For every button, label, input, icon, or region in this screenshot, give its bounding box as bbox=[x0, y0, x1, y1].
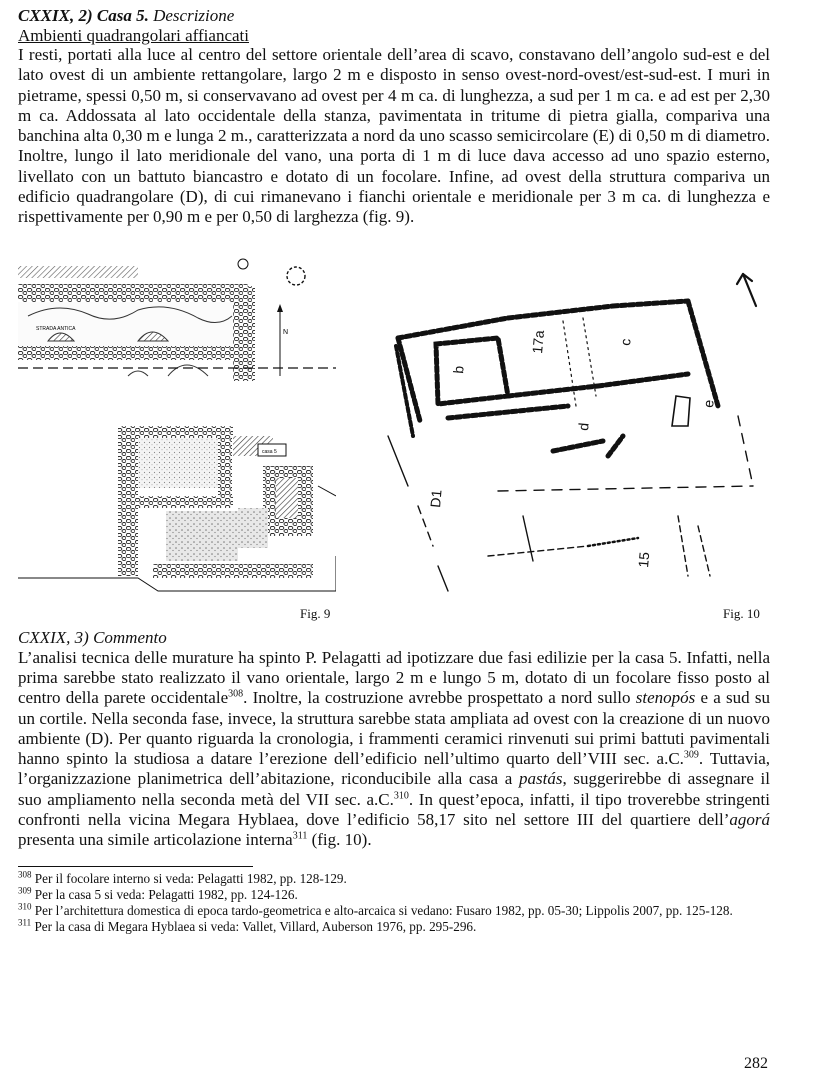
figure-10-plan bbox=[358, 246, 770, 606]
footnote-divider bbox=[18, 866, 253, 867]
fig10-label-15: 15 bbox=[635, 551, 653, 568]
section-heading bbox=[18, 6, 770, 26]
fig10-label-e: e bbox=[700, 398, 717, 408]
fig10-caption: Fig. 10 bbox=[723, 605, 760, 621]
footnote-309: $^{309}$ Per la casa 5 si veda: Pelagatti 1982, pp. 124-126. bbox=[18, 885, 298, 902]
fig9-caption: Fig. 9 bbox=[300, 605, 331, 621]
page-number: 282 bbox=[744, 1055, 768, 1072]
comment-paragraph: L’analisi tecnica delle murature ha spinto P. Pelagatti ad ipotizzare due fasi edilizie per la casa 5. Infatti, nella prima sarebbe stato realizzato il vano orientale, largo 2 m e lungo 5 m, dotato di un focolare fisso posto al centro della parete occidentale$^{308}$. Inoltre, la costruzione avrebbe prospettato a nord sullo stenopós e a sud su un cortile. Nella seconda fase, invece, la struttura sarebbe stata ampliata ad ovest con la creazione di un nuovo ambiente (D). Per quanto riguarda la cronologia, i frammenti ceramici rinvenuti sui primi battuti pavimentali hanno spinto la studiosa a datare l’erezione dell’edificio nell’ultimo quarto dell’VIII sec. a.C.$^{309}$. Tuttavia, l’organizzazione planimetrica dell’abitazione, riconducibile alla casa a pastás, suggerirebbe di assegnare il suo ampliamento nella seconda metà del VII sec. a.C.$^{310}$. In quest’epoca, infatti, il tipo troverebbe stringenti confronti nella vicina Megara Hyblaea, dove l’edificio 58,17 sito nel settore III del quartiere dell’agorá presenta una simile articolazione interna$^{311}$ (fig. 10). bbox=[18, 647, 770, 850]
footnote-ref-311[interactable]: 311 bbox=[292, 830, 308, 842]
comment-heading: CXXIX, 3) Commento bbox=[18, 627, 167, 647]
footnote-ref-309[interactable]: 309 bbox=[683, 749, 699, 761]
figures-row bbox=[18, 246, 770, 642]
footnote-310: $^{310}$ Per l’architettura domestica di epoca tardo-geometrica e alto-arcaica si vedano: Fusaro 1982, pp. 05-30; Lippolis 2007, pp. 125-128. bbox=[18, 901, 733, 918]
section-subheading: Ambienti quadrangolari affiancati bbox=[18, 26, 249, 45]
fig9-label-strada: STRADA ANTICA bbox=[36, 325, 76, 332]
footnote-308: $^{308}$ Per il focolare interno si veda: Pelagatti 1982, pp. 128-129. bbox=[18, 869, 347, 886]
description-paragraph: I resti, portati alla luce al centro del settore orientale dell’area di scavo, constavano dell’angolo sud-est e del lato ovest di un ambiente rettangolare, largo 2 m e disposto in senso ovest-nord-ovest/est-sud-est. I muri in pietrame, spessi 0,50 m, si conservavano ad ovest per 4 m ca. di lunghezza, a sud per 1 m ca. e ad est per 2,30 m ca. Addossata al lato occidentale della stanza, pavimentata in tritume di pietra gialla, compariva una banchina alta 0,30 m e lunga 2 m., caratterizzata a nord da uno scasso semicircolare (E) di 0,50 m di diametro. Inoltre, lungo il lato meridionale del vano, una porta di 1 m di luce dava accesso ad uno spazio esterno, livellato con un battuto biancastro e dotato di un focolare. Infine, ad ovest della struttura compariva un edificio quadrangolare (D), di cui rimanevano i fianchi orientale e meridionale per 3 m ca. di lunghezza e rispettivamente per 0,90 m e per 0,50 di larghezza (fig. 9). bbox=[18, 45, 770, 227]
fig10-label-d: d bbox=[575, 421, 592, 431]
section-heading-rest: Descrizione bbox=[148, 6, 235, 25]
fig9-north-label: N bbox=[283, 328, 289, 336]
document-page bbox=[18, 6, 770, 935]
fig10-label-17a: 17a bbox=[529, 329, 548, 354]
section-heading-bold: CXXIX, 2) Casa 5. bbox=[18, 6, 149, 25]
figure-9-plan bbox=[18, 246, 336, 606]
fig10-label-b: b bbox=[450, 364, 467, 374]
fig9-label-casa: casa 5 bbox=[262, 448, 277, 455]
fig10-label-c: c bbox=[617, 337, 634, 346]
fig10-label-d1: D1 bbox=[427, 488, 445, 508]
footnote-ref-308[interactable]: 308 bbox=[228, 688, 244, 700]
footnote-311: $^{311}$ Per la casa di Megara Hyblaea si veda: Vallet, Villard, Auberson 1976, pp. 295-296. bbox=[18, 917, 477, 934]
footnote-ref-310[interactable]: 310 bbox=[393, 790, 409, 802]
